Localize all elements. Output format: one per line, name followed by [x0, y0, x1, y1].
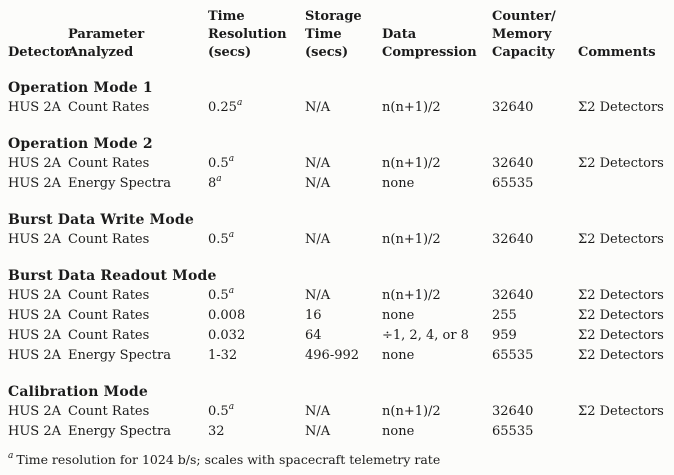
table-cell-comments: Σ2 Detectors — [578, 328, 664, 343]
table-cell-data-compression: none — [382, 424, 415, 439]
section-heading-row — [8, 62, 674, 98]
table-cell-parameter: Count Rates — [68, 404, 150, 419]
section-heading: Operation Mode 2 — [8, 136, 153, 152]
table-cell-time-resolution: 0.5$^a$ — [208, 285, 235, 303]
table-cell-detector: HUS 2A — [8, 232, 61, 247]
footnote-marker: a — [8, 450, 14, 461]
table-cell-data-compression: n(n+1)/2 — [382, 156, 441, 171]
instrument-modes-table — [8, 8, 674, 442]
column-header-comments: Comments — [578, 45, 656, 60]
table-cell-comments — [578, 422, 674, 442]
table-row — [8, 326, 674, 346]
footnote-marker: a — [228, 401, 235, 412]
table-body — [8, 62, 674, 442]
column-header-time-resolution: Time Resolution (secs) — [208, 9, 287, 60]
section-heading-row — [8, 366, 674, 402]
table-cell-counter-memory: 255 — [492, 308, 517, 323]
table-cell-counter-memory: 959 — [492, 328, 517, 343]
section-heading: Burst Data Readout Mode — [8, 268, 217, 284]
table-cell-data-compression: none — [382, 348, 415, 363]
table-cell-storage-time: N/A — [305, 100, 331, 115]
table-cell-detector: HUS 2A — [8, 156, 61, 171]
section-heading-row — [8, 118, 674, 154]
section-heading: Calibration Mode — [8, 384, 148, 400]
table-cell-storage-time: N/A — [305, 232, 331, 247]
section-heading-row — [8, 194, 674, 230]
table-cell-parameter: Count Rates — [68, 232, 150, 247]
table-cell-parameter: Count Rates — [68, 288, 150, 303]
table-cell-counter-memory: 32640 — [492, 156, 534, 171]
column-header-parameter: Parameter Analyzed — [68, 27, 145, 60]
section-heading-row — [8, 250, 674, 286]
table-cell-comments: Σ2 Detectors — [578, 348, 664, 363]
table-header-row — [8, 8, 674, 62]
table-row — [8, 154, 674, 174]
table-cell-storage-time: 64 — [305, 328, 322, 343]
footnote-text: Time resolution for 1024 b/s; scales with spacecraft telemetry rate — [16, 452, 441, 467]
table-cell-time-resolution: 0.5$^a$ — [208, 229, 235, 247]
table-row — [8, 174, 674, 194]
table-cell-data-compression: ÷1, 2, 4, or 8 — [382, 328, 469, 343]
footnote-marker: a — [236, 97, 243, 108]
table-row — [8, 98, 674, 118]
table-cell-detector: HUS 2A — [8, 308, 61, 323]
table-cell-counter-memory: 32640 — [492, 288, 534, 303]
table-cell-time-resolution: 0.5$^a$ — [208, 153, 235, 171]
table-cell-detector: HUS 2A — [8, 348, 61, 363]
table-cell-time-resolution: 0.25$^a$ — [208, 97, 243, 115]
footnote-marker: a — [228, 153, 235, 164]
table-cell-data-compression: n(n+1)/2 — [382, 288, 441, 303]
table-cell-detector: HUS 2A — [8, 404, 61, 419]
table-cell-time-resolution: 1-32 — [208, 348, 238, 363]
table-cell-parameter: Energy Spectra — [68, 348, 171, 363]
column-header-counter-memory: Counter/ Memory Capacity — [492, 9, 556, 60]
table-row — [8, 230, 674, 250]
table-row — [8, 422, 674, 442]
table-cell-data-compression: none — [382, 176, 415, 191]
table-cell-detector: HUS 2A — [8, 328, 61, 343]
footnote-marker: a — [228, 285, 235, 296]
column-header-detector: Detector — [8, 45, 72, 60]
table-cell-data-compression: n(n+1)/2 — [382, 232, 441, 247]
table-cell-storage-time: N/A — [305, 288, 331, 303]
table-cell-counter-memory: 32640 — [492, 232, 534, 247]
table-cell-counter-memory: 32640 — [492, 100, 534, 115]
table-cell-storage-time: N/A — [305, 176, 331, 191]
table-cell-counter-memory: 65535 — [492, 348, 534, 363]
table-cell-comments: Σ2 Detectors — [578, 404, 664, 419]
table-cell-counter-memory: 65535 — [492, 424, 534, 439]
table-cell-comments: Σ2 Detectors — [578, 156, 664, 171]
table-row — [8, 306, 674, 326]
footnote-marker: a — [228, 229, 235, 240]
table-cell-time-resolution: 0.008 — [208, 308, 246, 323]
table-cell-comments: Σ2 Detectors — [578, 100, 664, 115]
table-cell-counter-memory: 32640 — [492, 404, 534, 419]
table-cell-detector: HUS 2A — [8, 100, 61, 115]
table-cell-comments: Σ2 Detectors — [578, 308, 664, 323]
table-cell-storage-time: 16 — [305, 308, 322, 323]
table-cell-detector: HUS 2A — [8, 176, 61, 191]
footnote-marker: a — [216, 173, 222, 184]
table-cell-parameter: Count Rates — [68, 156, 150, 171]
table-cell-parameter: Count Rates — [68, 308, 150, 323]
table-cell-counter-memory: 65535 — [492, 176, 534, 191]
table-cell-storage-time: N/A — [305, 424, 331, 439]
table-cell-detector: HUS 2A — [8, 288, 61, 303]
table-cell-time-resolution: 8$^a$ — [208, 173, 222, 191]
table-row — [8, 346, 674, 366]
table-cell-data-compression: n(n+1)/2 — [382, 100, 441, 115]
table-cell-comments: Σ2 Detectors — [578, 288, 664, 303]
table-cell-parameter: Count Rates — [68, 328, 150, 343]
table-cell-time-resolution: 0.032 — [208, 328, 246, 343]
table-cell-data-compression: n(n+1)/2 — [382, 404, 441, 419]
table-cell-storage-time: N/A — [305, 156, 331, 171]
table-row — [8, 286, 674, 306]
column-header-data-compression: Data Compression — [382, 27, 477, 60]
table-cell-parameter: Count Rates — [68, 100, 150, 115]
footnote — [8, 452, 674, 468]
table-cell-storage-time: 496-992 — [305, 348, 360, 363]
table-cell-comments: Σ2 Detectors — [578, 232, 664, 247]
table-cell-detector: HUS 2A — [8, 424, 61, 439]
column-header-storage-time: Storage Time (secs) — [305, 9, 362, 60]
section-heading: Burst Data Write Mode — [8, 212, 195, 228]
table-cell-parameter: Energy Spectra — [68, 424, 171, 439]
table-cell-parameter: Energy Spectra — [68, 176, 171, 191]
table-cell-storage-time: N/A — [305, 404, 331, 419]
table-cell-data-compression: none — [382, 308, 415, 323]
table-row — [8, 402, 674, 422]
section-heading: Operation Mode 1 — [8, 80, 153, 96]
table-cell-comments — [578, 174, 674, 194]
table-cell-time-resolution: 0.5$^a$ — [208, 401, 235, 419]
table-cell-time-resolution: 32 — [208, 424, 225, 439]
